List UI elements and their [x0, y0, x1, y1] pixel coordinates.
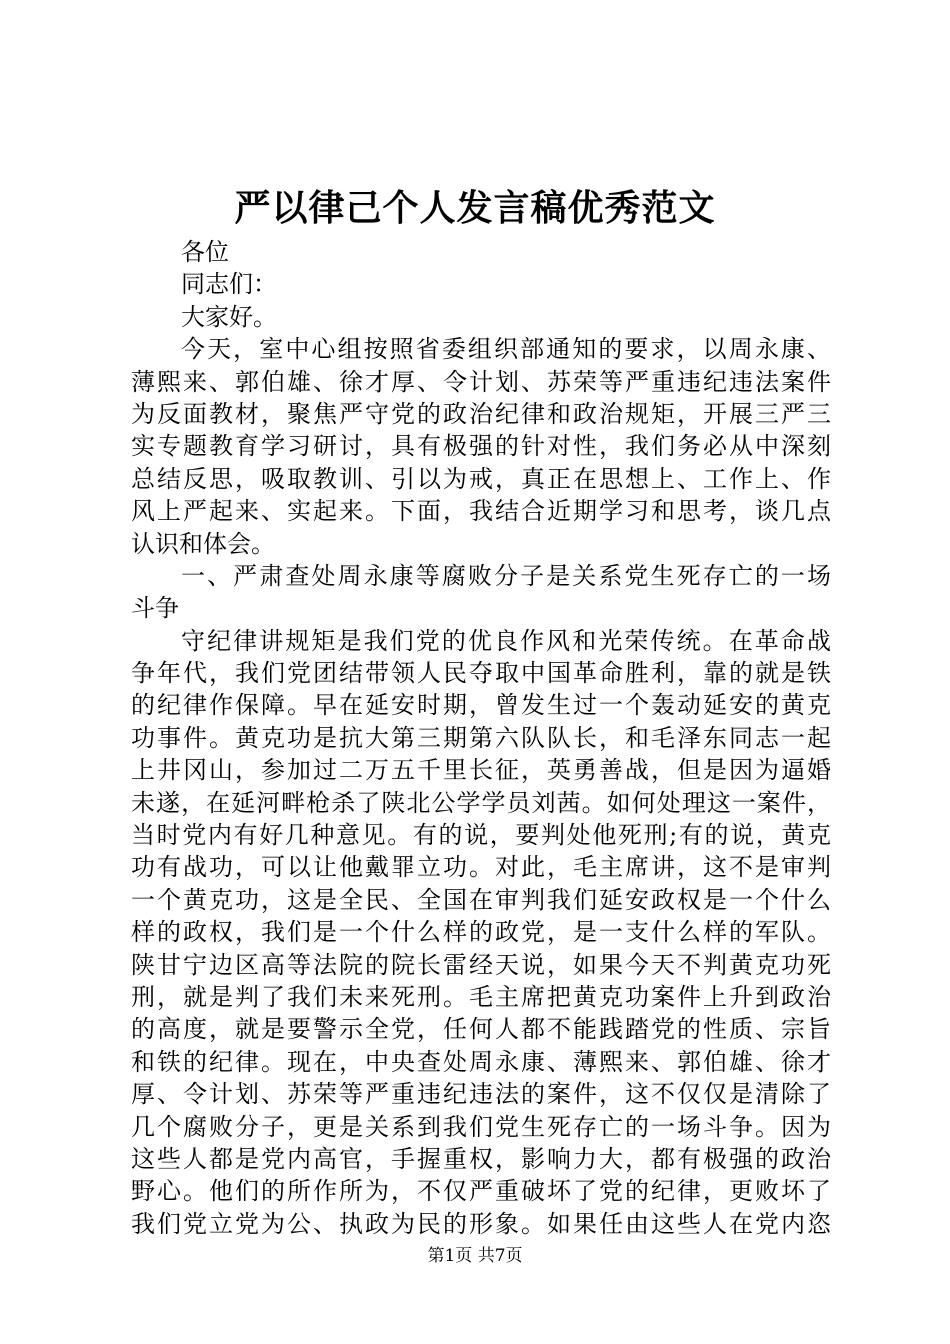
text-line: 同志们： — [181, 270, 277, 299]
section-heading-line: 斗争 — [131, 594, 179, 623]
text-line: 这些人都是党内高官，手握重权，影响力大，都有极强的政治 — [131, 1144, 831, 1173]
text-line: 各位 — [181, 238, 229, 266]
text-line: 功有战功，可以让他戴罪立功。对此，毛主席讲，这不是审判 — [131, 853, 831, 882]
text-line: 未遂，在延河畔枪杀了陕北公学学员刘茜。如何处理这一案件， — [131, 788, 831, 817]
text-line: 厚、令计划、苏荣等严重违纪违法的案件，这不仅仅是清除了 — [131, 1080, 831, 1109]
text-line: 野心。他们的所作所为，不仅严重破坏了党的纪律，更败坏了 — [131, 1177, 831, 1206]
text-line: 刑，就是判了我们未来死刑。毛主席把黄克功案件上升到政治 — [131, 982, 831, 1011]
text-line: 功事件。黄克功是抗大第三期第六队队长，和毛泽东同志一起 — [131, 723, 831, 752]
page-footer: 第1页 共7页 — [427, 1246, 523, 1266]
text-line: 样的政权，我们是一个什么样的政党，是一支什么样的军队。 — [131, 918, 831, 947]
text-line: 守纪律讲规矩是我们党的优良作风和光荣传统。在革命战 — [181, 626, 831, 655]
document-body — [131, 236, 831, 1240]
section-heading-line: 一、严肃查处周永康等腐败分子是关系党生死存亡的一场 — [181, 561, 831, 590]
text-line: 陕甘宁边区高等法院的院长雷经天说，如果今天不判黄克功死 — [131, 950, 831, 979]
text-line: 一个黄克功，这是全民、全国在审判我们延安政权是一个什么 — [131, 885, 831, 914]
text-line: 大家好。 — [181, 302, 277, 331]
text-line: 薄熙来、郭伯雄、徐才厚、令计划、苏荣等严重违纪违法案件 — [131, 367, 831, 396]
text-line: 实专题教育学习研讨，具有极强的针对性，我们务必从中深刻 — [131, 432, 831, 461]
text-line: 为反面教材，聚焦严守党的政治纪律和政治规矩，开展三严三 — [131, 399, 831, 428]
text-line: 总结反思，吸取教训、引以为戒，真正在思想上、工作上、作 — [131, 464, 831, 493]
text-line: 和铁的纪律。现在，中央查处周永康、薄熙来、郭伯雄、徐才 — [131, 1047, 831, 1076]
text-line: 的纪律作保障。早在延安时期，曾发生过一个轰动延安的黄克 — [131, 691, 831, 720]
text-line: 几个腐败分子，更是关系到我们党生死存亡的一场斗争。因为 — [131, 1112, 831, 1141]
text-line: 认识和体会。 — [131, 529, 275, 558]
text-line: 的高度，就是要警示全党，任何人都不能践踏党的性质、宗旨 — [131, 1015, 831, 1044]
text-line: 争年代，我们党团结带领人民夺取中国革命胜利，靠的就是铁 — [131, 659, 831, 688]
document-title: 严以律己个人发言稿优秀范文 — [234, 187, 716, 229]
text-line: 上井冈山，参加过二万五千里长征，英勇善战，但是因为逼婚 — [131, 756, 831, 785]
text-line: 今天，室中心组按照省委组织部通知的要求，以周永康、 — [181, 335, 831, 364]
text-line: 风上严起来、实起来。下面，我结合近期学习和思考，谈几点 — [131, 497, 831, 526]
text-line: 我们党立党为公、执政为民的形象。如果任由这些人在党内恣 — [131, 1209, 831, 1238]
text-line: 当时党内有好几种意见。有的说，要判处他死刑;有的说，黄克 — [131, 821, 831, 850]
